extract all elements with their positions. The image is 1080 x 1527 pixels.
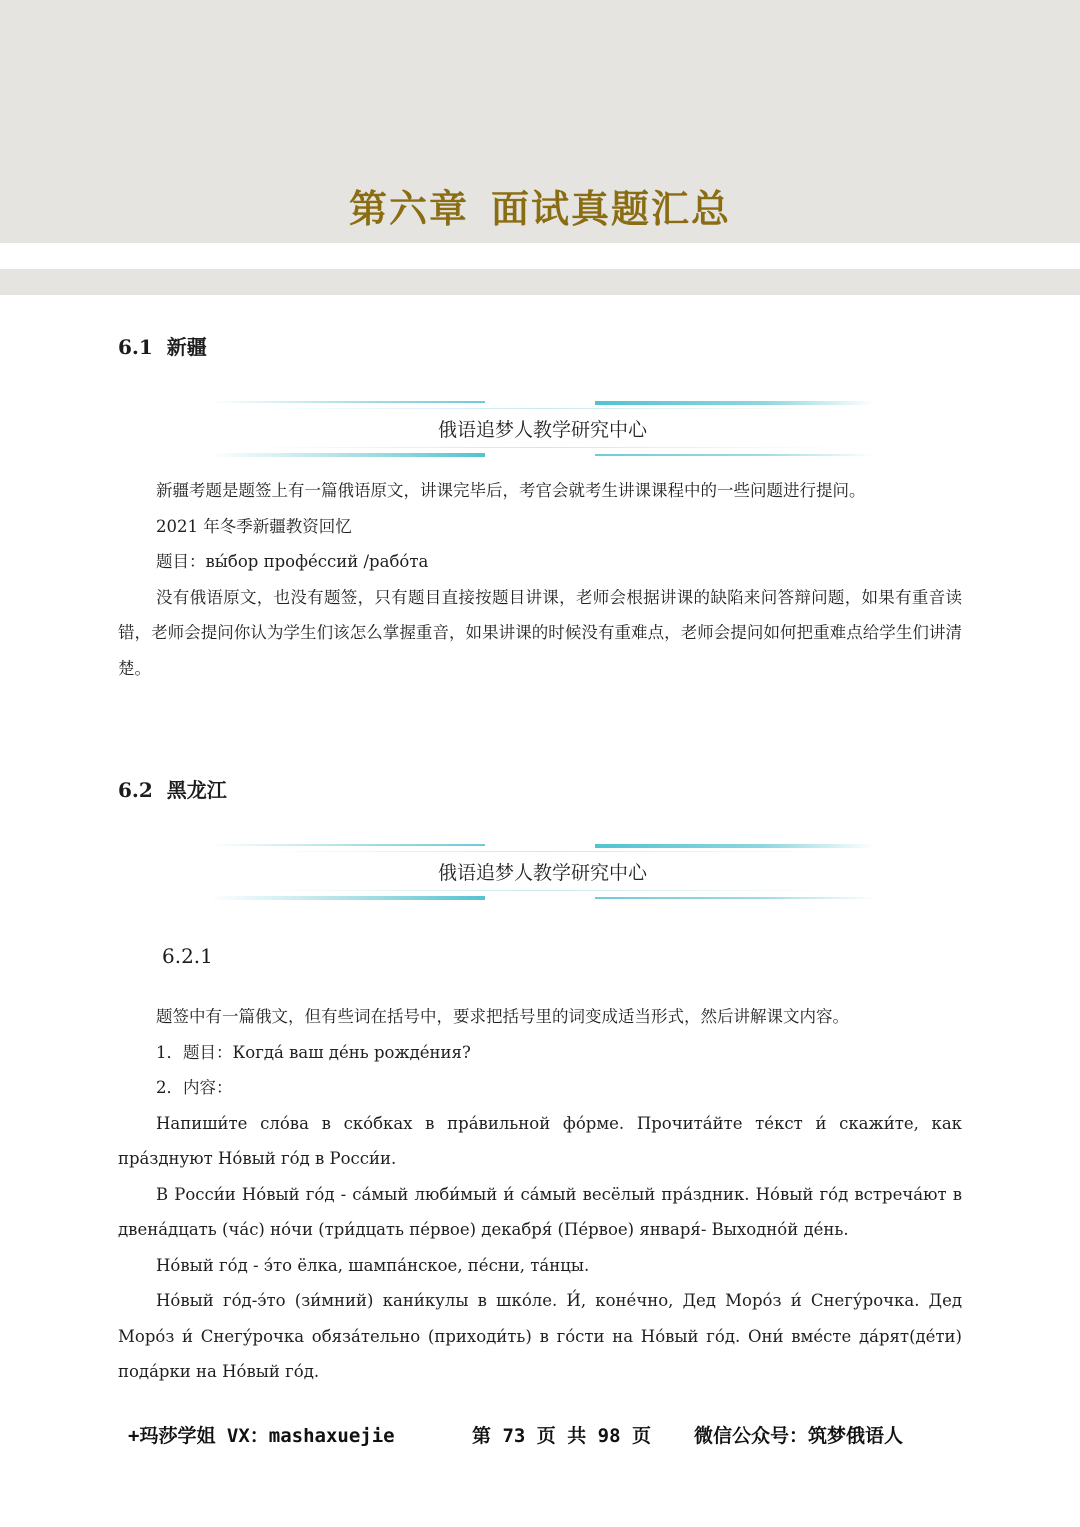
page-footer: [0, 1421, 1080, 1451]
paragraph: Но́вый го́д - э́то ёлка, шампа́нское, пе́сни, та́нцы.: [156, 1255, 590, 1275]
footer-wechat: 微信公众号：筑梦俄语人: [694, 1425, 904, 1447]
section-title: 黑龙江: [166, 778, 227, 802]
chapter-name: 面试真题汇总: [491, 187, 732, 231]
banner-text: 俄语追梦人教学研究中心: [437, 419, 647, 441]
list-item: 1．题目：Когда́ ваш де́нь рожде́ния?: [156, 1042, 471, 1062]
section-number: 6.2: [118, 778, 153, 802]
section-number: 6.1: [118, 335, 153, 359]
section-body-heilongjiang: [118, 999, 962, 1390]
subsection-number: 6.2.1: [162, 944, 213, 968]
chapter-title: [0, 178, 1080, 233]
paragraph: Но́вый го́д-э́то (зи́мний) кани́кулы в шко́ле. И́, коне́чно, Дед Моро́з и́ Снегу́рочка. Дед Моро́з и́ Снегу́рочка обяза́тельно (приходи́ть) в го́сти на Но́вый го́д. Они́ вме́сте да́рят(де́ти) пода́рки на Но́вый го́д.: [118, 1291, 962, 1381]
header-stripe: [0, 269, 1080, 295]
paragraph: 题目：вы́бор профе́ссий /рабо́та: [156, 552, 429, 571]
section-title: 新疆: [166, 335, 207, 359]
paragraph: В Росси́и Но́вый го́д - са́мый люби́мый и́ са́мый весёлый пра́здник. Но́вый го́д встреча́ют в двена́дцать (ча́с) но́чи (три́дцать пе́рвое) декабря́ (Пе́рвое) января́- Выходно́й де́нь.: [118, 1184, 962, 1239]
footer-contact: +玛莎学姐 VX：mashaxuejie: [128, 1425, 395, 1447]
section-heading-heilongjiang: [118, 774, 227, 803]
chapter-label: 第六章: [348, 187, 469, 231]
center-banner: [210, 843, 875, 907]
paragraph: 题签中有一篇俄文，但有些词在括号中，要求把括号里的词变成适当形式，然后讲解课文内容。: [156, 1007, 849, 1026]
paragraph: 2021 年冬季新疆教资回忆: [156, 516, 352, 536]
section-body-xinjiang: [118, 473, 962, 686]
paragraph: 没有俄语原文，也没有题签，只有题目直接按题目讲课，老师会根据讲课的缺陷来问答辩问题，如果有重音读错，老师会提问你认为学生们该怎么掌握重音，如果讲课的时候没有重难点，老师会提问如何把重难点给学生们讲清楚。: [118, 587, 962, 678]
list-item: 2．内容：: [156, 1078, 233, 1097]
banner-text: 俄语追梦人教学研究中心: [437, 862, 647, 884]
paragraph: 新疆考题是题签上有一篇俄语原文，讲课完毕后，考官会就考生讲课课程中的一些问题进行提问。: [156, 481, 866, 500]
paragraph: Напиши́те сло́ва в ско́бках в пра́вильной фо́рме. Прочита́йте те́кст и́ скажи́те, как пра́зднуют Но́вый го́д в Росси́и.: [118, 1113, 962, 1168]
center-banner: [210, 400, 875, 464]
section-heading-xinjiang: [118, 331, 207, 360]
footer-page-number: 第 73 页 共 98 页: [472, 1425, 651, 1447]
